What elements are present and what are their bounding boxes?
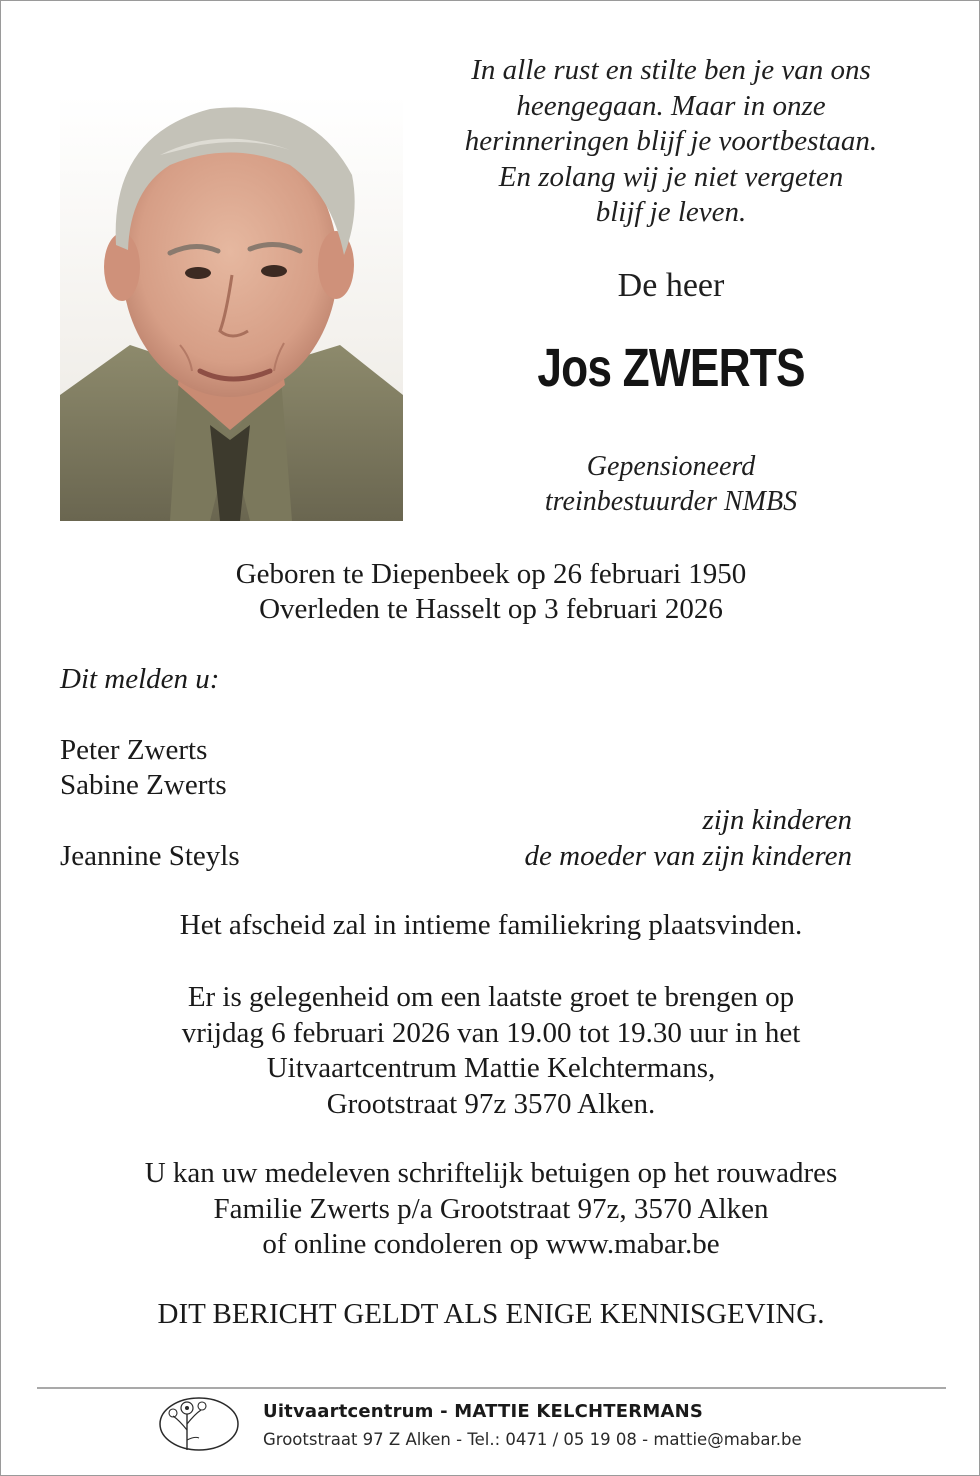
occupation — [421, 449, 921, 519]
announce-heading: Dit melden u: — [60, 663, 220, 695]
poem-line: blijf je leven. — [595, 196, 747, 228]
condolence-line: U kan uw medeleven schriftelijk betuigen op het rouwadres — [144, 1157, 838, 1189]
family-relation: de moeder van zijn kinderen — [524, 840, 852, 872]
portrait-illustration — [60, 95, 403, 521]
footer-address: Grootstraat 97 Z Alken - Tel.: 0471 / 05 19 08 - mattie@mabar.be — [263, 1430, 802, 1449]
footer-title: Uitvaartcentrum - MATTIE KELCHTERMANS — [263, 1401, 704, 1422]
occupation-line: treinbestuurder NMBS — [544, 486, 798, 517]
deceased-name: Jos ZWERTS — [537, 338, 805, 398]
visitation-text — [1, 980, 980, 1122]
visitation-line: Uitvaartcentrum Mattie Kelchtermans, — [266, 1052, 716, 1084]
family-member-name: Jeannine Steyls — [60, 840, 240, 872]
flower-logo-icon — [157, 1394, 241, 1452]
portrait-photo — [60, 95, 403, 521]
poem-line: In alle rust en stilte ben je van ons — [471, 54, 871, 86]
poem-line: heengegaan. Maar in onze — [516, 89, 826, 122]
honorific: De heer — [617, 267, 725, 304]
death-line: Overleden te Hasselt op 3 februari 2026 — [259, 593, 723, 625]
poem-line: En zolang wij je niet vergeten — [498, 160, 844, 193]
occupation-line: Gepensioneerd — [586, 451, 756, 482]
visitation-line: Er is gelegenheid om een laatste groet te brengen op — [187, 981, 795, 1013]
footer-divider — [37, 1387, 946, 1389]
life-dates — [1, 557, 980, 627]
condolence-line: Familie Zwerts p/a Grootstraat 97z, 3570 Alken — [213, 1192, 769, 1225]
family-member-name: Peter Zwerts — [60, 734, 208, 766]
condolence-line: of online condoleren op www.mabar.be — [262, 1228, 720, 1260]
notice-text: DIT BERICHT GELDT ALS ENIGE KENNISGEVING. — [157, 1298, 825, 1330]
family-member-name: Sabine Zwerts — [60, 769, 227, 801]
family-relation: zijn kinderen — [702, 804, 852, 836]
poem — [421, 53, 921, 231]
poem-line: herinneringen blijf je voortbestaan. — [464, 125, 878, 157]
condolence-text — [1, 1156, 980, 1263]
visitation-line: Grootstraat 97z 3570 Alken. — [326, 1087, 656, 1120]
visitation-line: vrijdag 6 februari 2026 van 19.00 tot 19.30 uur in het — [181, 1016, 801, 1049]
farewell-text: Het afscheid zal in intieme familiekring plaatsvinden. — [179, 909, 803, 941]
birth-line: Geboren te Diepenbeek op 26 februari 1950 — [235, 558, 747, 590]
